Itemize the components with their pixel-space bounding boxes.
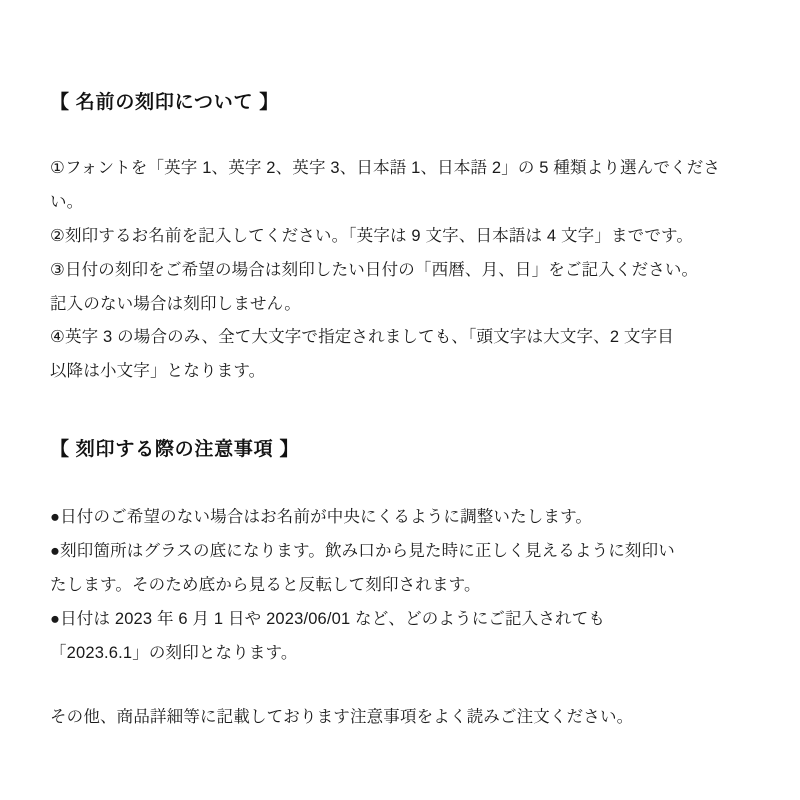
section-heading-engraving-notes: 【 刻印する際の注意事項 】 — [50, 439, 300, 461]
closing-note-text: その他、商品詳細等に記載しております注意事項をよく読みご注文ください。 — [50, 707, 634, 726]
section-two-line-5: 「2023.6.1」の刻印となります。 — [50, 643, 298, 662]
section-one-body — [50, 152, 748, 389]
section-two-line-3: たします。そのため底から見ると反転して刻印されます。 — [50, 576, 481, 595]
section-two-line-1: ●日付のご希望のない場合はお名前が中央にくるように調整いたします。 — [50, 508, 593, 527]
section-one-line-4: 記入のない場合は刻印しません。 — [50, 294, 301, 313]
section-two-line-4: ●日付は 2023 年 6 月 1 日や 2023/06/01 など、どのようにご記入されても — [50, 609, 606, 628]
section-one-line-3: ③日付の刻印をご希望の場合は刻印したい日付の「西暦、月、日」をご記入ください。 — [50, 260, 699, 279]
section-two-body — [50, 501, 748, 670]
section-two-line-2: ●刻印箇所はグラスの底になります。飲み口から見た時に正しく見えるように刻印い — [50, 542, 675, 561]
section-heading-engraving-name: 【 名前の刻印について 】 — [50, 92, 280, 113]
section-one-line-2: ②刻印するお名前を記入してください。「英字は 9 文字、日本語は 4 文字」までです。 — [50, 227, 694, 246]
section-one-line-6: 以降は小文字」となります。 — [50, 362, 266, 381]
section-one-line-5: ④英字 3 の場合のみ、全て大文字で指定されましても、「頭文字は大文字、2 文字目 — [50, 328, 674, 347]
section-one-line-1: ①フォントを「英字 1、英字 2、英字 3、日本語 1、日本語 2」の 5 種類より選んでください。 — [50, 159, 721, 212]
closing-note — [50, 701, 748, 735]
